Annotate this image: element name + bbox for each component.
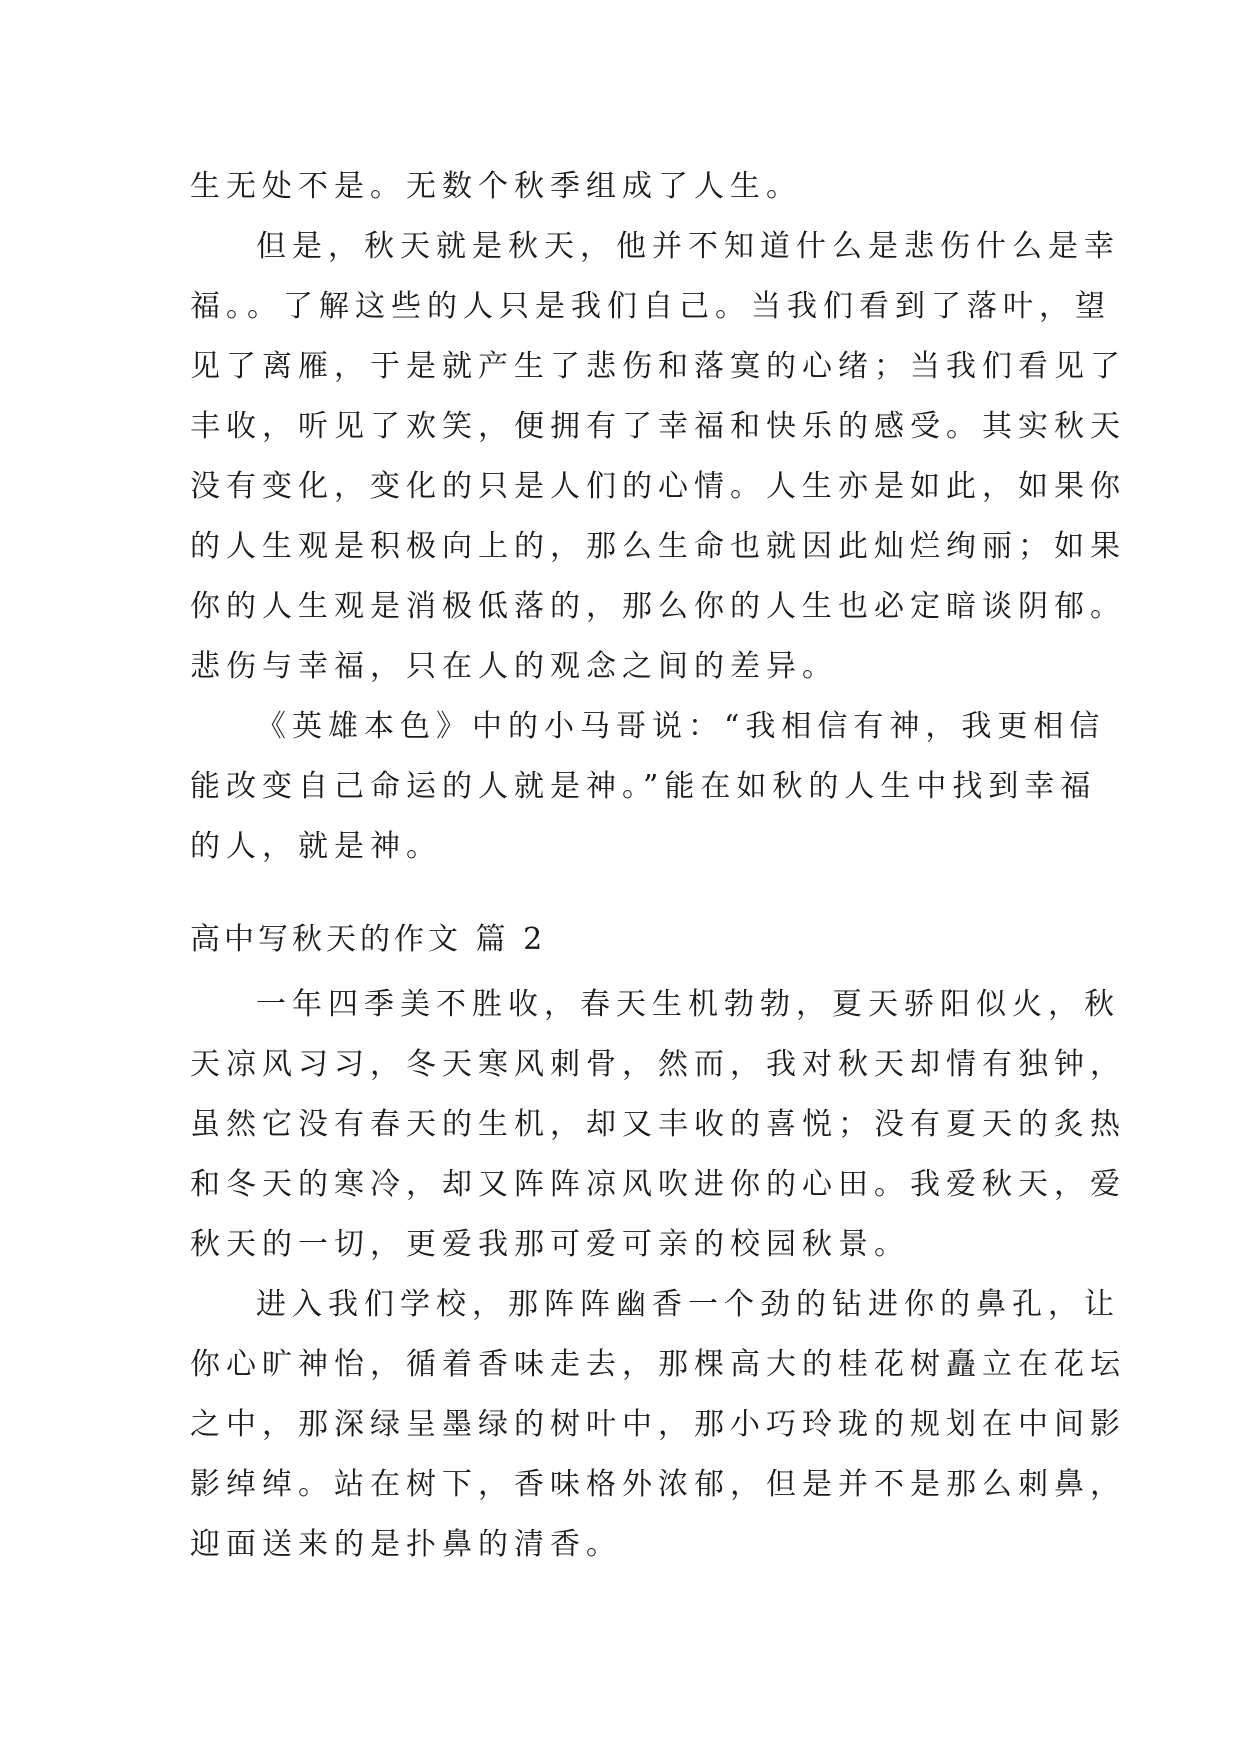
text-line: 进入我们学校，那阵阵幽香一个劲的钻进你的鼻孔，让: [256, 1287, 1120, 1322]
text-line: 见了离雁，于是就产生了悲伤和落寞的心绪；当我们看见了: [190, 349, 1126, 384]
paragraph-4: [190, 975, 1126, 1275]
paragraph-2: [190, 217, 1126, 697]
body-text-block-2: [190, 975, 1126, 1575]
section-heading: 高中写秋天的作文 篇 2: [190, 922, 547, 957]
text-line: 丰收，听见了欢笑，便拥有了幸福和快乐的感受。其实秋天: [190, 409, 1126, 444]
paragraph-5: [190, 1275, 1126, 1575]
text-line: 《英雄本色》中的小马哥说：“我相信有神，我更相信: [256, 709, 1106, 744]
text-line: 悲伤与幸福，只在人的观念之间的差异。: [190, 649, 838, 684]
text-line: 虽然它没有春天的生机，却又丰收的喜悦；没有夏天的炙热: [190, 1107, 1126, 1142]
text-line: 能改变自己命运的人就是神。”能在如秋的人生中找到幸福: [190, 769, 1097, 804]
text-line: 福。。了解这些的人只是我们自己。当我们看到了落叶，望: [190, 289, 1111, 324]
text-line: 没有变化，变化的只是人们的心情。人生亦是如此，如果你: [190, 469, 1126, 504]
text-line: 影绰绰。站在树下，香味格外浓郁，但是并不是那么刺鼻，: [190, 1467, 1126, 1502]
paragraph-1: [190, 157, 1070, 217]
text-line: 天凉风习习，冬天寒风刺骨，然而，我对秋天却情有独钟，: [190, 1047, 1126, 1082]
text-line: 但是，秋天就是秋天，他并不知道什么是悲伤什么是幸: [256, 229, 1120, 264]
text-line: 你心旷神怡，循着香味走去，那棵高大的桂花树矗立在花坛: [190, 1347, 1126, 1382]
paragraph-3: [190, 697, 1106, 877]
text-line: 和冬天的寒冷，却又阵阵凉风吹进你的心田。我爱秋天，爱: [190, 1167, 1126, 1202]
text-line: 之中，那深绿呈墨绿的树叶中，那小巧玲珑的规划在中间影: [190, 1407, 1126, 1442]
text-line: 你的人生观是消极低落的，那么你的人生也必定暗谈阴郁。: [190, 589, 1126, 624]
text-line: 的人生观是积极向上的，那么生命也就因此灿烂绚丽；如果: [190, 529, 1126, 564]
text-line: 的人，就是神。: [190, 829, 442, 864]
text-line: 一年四季美不胜收，春天生机勃勃，夏天骄阳似火，秋: [256, 987, 1120, 1022]
body-text-block-1: [190, 157, 1126, 877]
text-line: 生无处不是。无数个秋季组成了人生。: [190, 169, 802, 204]
text-line: 秋天的一切，更爱我那可爱可亲的校园秋景。: [190, 1227, 910, 1262]
text-line: 迎面送来的是扑鼻的清香。: [190, 1527, 622, 1562]
